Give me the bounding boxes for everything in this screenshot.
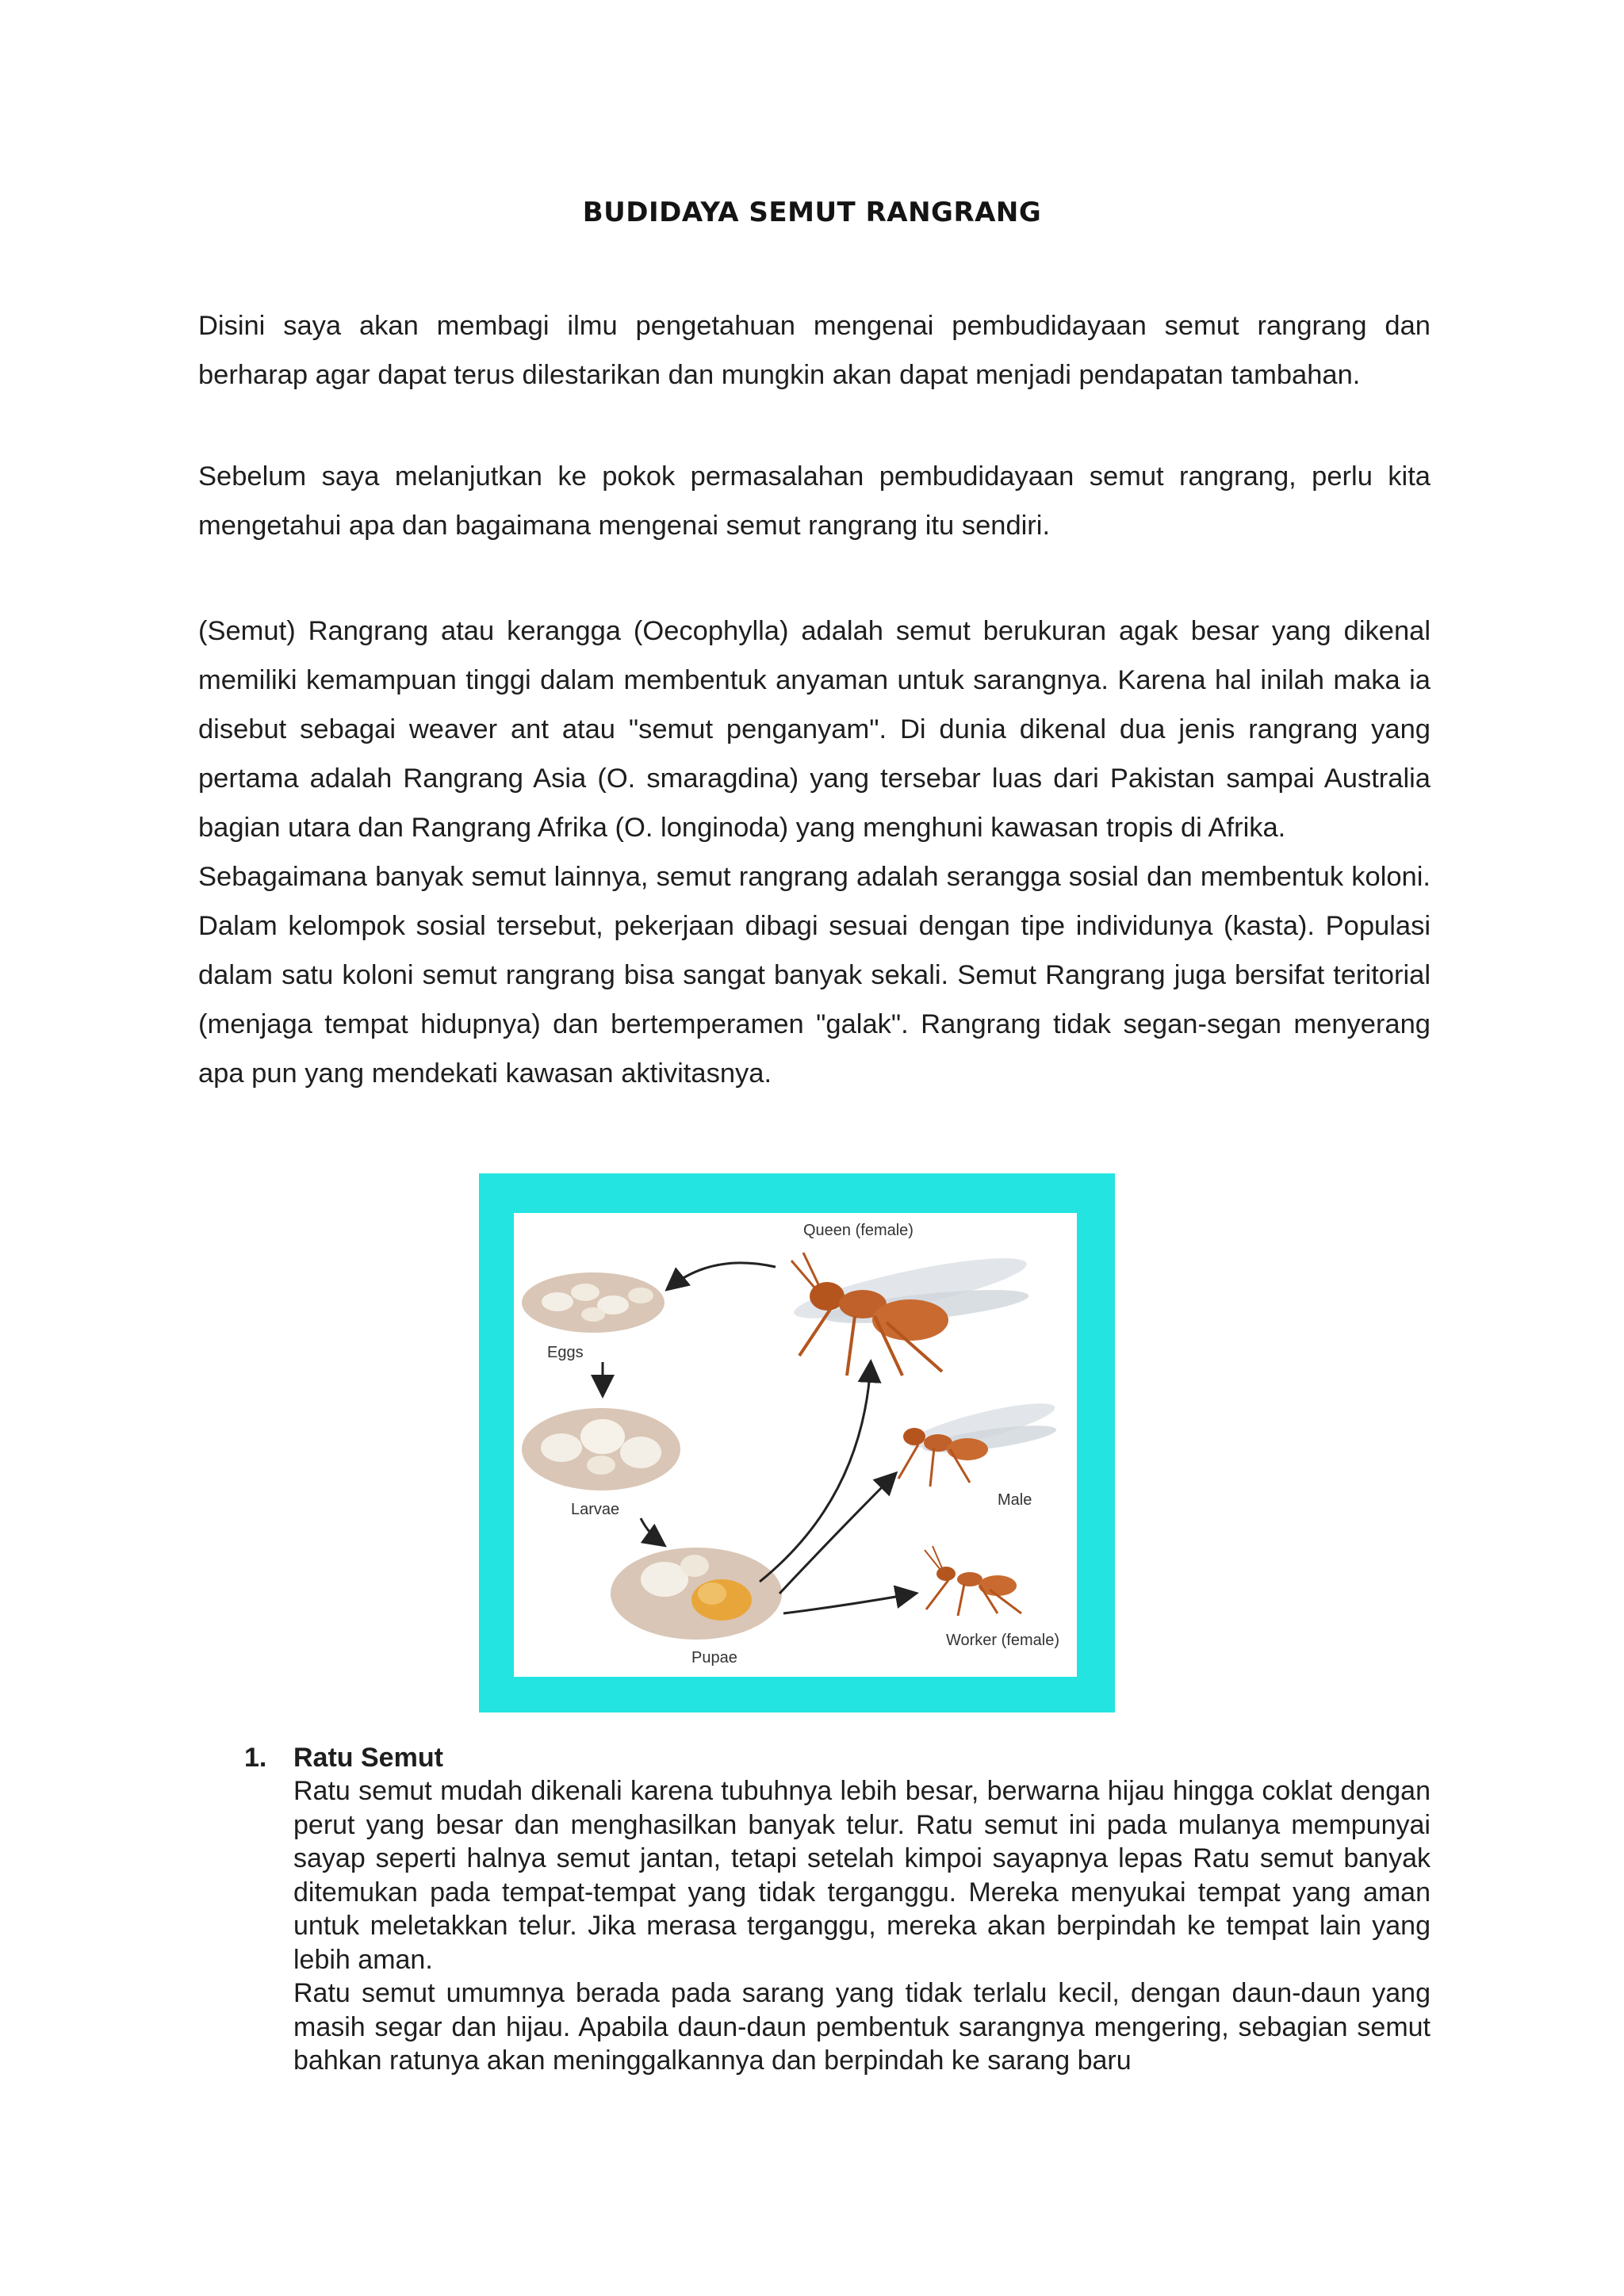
queen-ant xyxy=(791,1246,1031,1376)
male-label: Male xyxy=(998,1491,1032,1509)
pupae-cluster xyxy=(611,1548,782,1640)
list-item-number: 1. xyxy=(244,1743,267,1773)
list-item-heading: Ratu Semut xyxy=(293,1743,443,1773)
eggs-label: Eggs xyxy=(547,1344,584,1361)
life-cycle-illustration xyxy=(514,1213,1077,1677)
ant-life-cycle-figure xyxy=(479,1173,1115,1712)
male-ant xyxy=(898,1395,1058,1487)
worker-label: Worker (female) xyxy=(946,1632,1059,1649)
list-item-paragraph-2: Ratu semut umumnya berada pada sarang yang tidak terlalu kecil, dengan daun-daun yang masih segar dan hijau. Apabila daun-daun pembentuk sarangnya mengering, sebagian semut bahkan ratunya akan meninggalkannya dan berpindah ke sarang baru xyxy=(293,1978,1431,2076)
list-item-paragraph-1: Ratu semut mudah dikenali karena tubuhnya lebih besar, berwarna hijau hingga coklat dengan perut yang besar dan menghasilkan banyak telur. Ratu semut ini pada mulanya mempunyai sayap seperti halnya semut jantan, tetapi setelah kimpoi sayapnya lepas Ratu semut banyak ditemukan pada tempat-tempat yang tidak terganggu. Mereka menyukai tempat yang aman untuk meletakkan telur. Jika merasa terganggu, mereka akan berpindah ke tempat lain yang lebih aman. xyxy=(293,1776,1431,1975)
queen-label: Queen (female) xyxy=(803,1222,914,1239)
pupae-label: Pupae xyxy=(691,1649,737,1667)
paragraph-block xyxy=(198,607,1431,1098)
paragraph-before-text: Sebelum saya melanjutkan ke pokok permasalahan pembudidayaan semut rangrang, perlu kita mengetahui apa dan bagaimana mengenai semut rangrang itu sendiri. xyxy=(198,461,1431,541)
paragraph-intro xyxy=(198,301,1431,400)
worker-ant xyxy=(925,1546,1021,1616)
paragraph-social: Sebagaimana banyak semut lainnya, semut rangrang adalah serangga sosial dan membentuk koloni. Dalam kelompok sosial tersebut, pekerjaan dibagi sesuai dengan tipe individunya (kasta). Populasi dalam satu koloni semut rangrang bisa sangat banyak sekali. Semut Rangrang juga bersifat teritorial (menjaga tempat hidupnya) dan bertemperamen "galak". Rangrang tidak segan-segan menyerang apa pun yang mendekati kawasan aktivitasnya. xyxy=(198,862,1431,1089)
larvae-label: Larvae xyxy=(571,1501,620,1518)
list-item-body xyxy=(293,1774,1431,2078)
eggs-cluster xyxy=(522,1272,665,1333)
figure-canvas xyxy=(514,1213,1077,1677)
paragraph-intro-text: Disini saya akan membagi ilmu pengetahuan mengenai pembudidayaan semut rangrang dan berharap agar dapat terus dilestarikan dan mungkin akan dapat menjadi pendapatan tambahan. xyxy=(198,311,1431,390)
document-title: BUDIDAYA SEMUT RANGRANG xyxy=(582,197,1042,228)
larvae-cluster xyxy=(522,1408,680,1490)
paragraph-definition: (Semut) Rangrang atau kerangga (Oecophylla) adalah semut berukuran agak besar yang dikenal memiliki kemampuan tinggi dalam membentuk anyaman untuk sarangnya. Karena hal inilah maka ia disebut sebagai weaver ant atau "semut penganyam". Di dunia dikenal dua jenis rangrang yang pertama adalah Rangrang Asia (O. smaragdina) yang tersebar luas dari Pakistan sampai Australia bagian utara dan Rangrang Afrika (O. longinoda) yang menghuni kawasan tropis di Afrika. xyxy=(198,616,1431,843)
paragraph-before xyxy=(198,452,1431,550)
